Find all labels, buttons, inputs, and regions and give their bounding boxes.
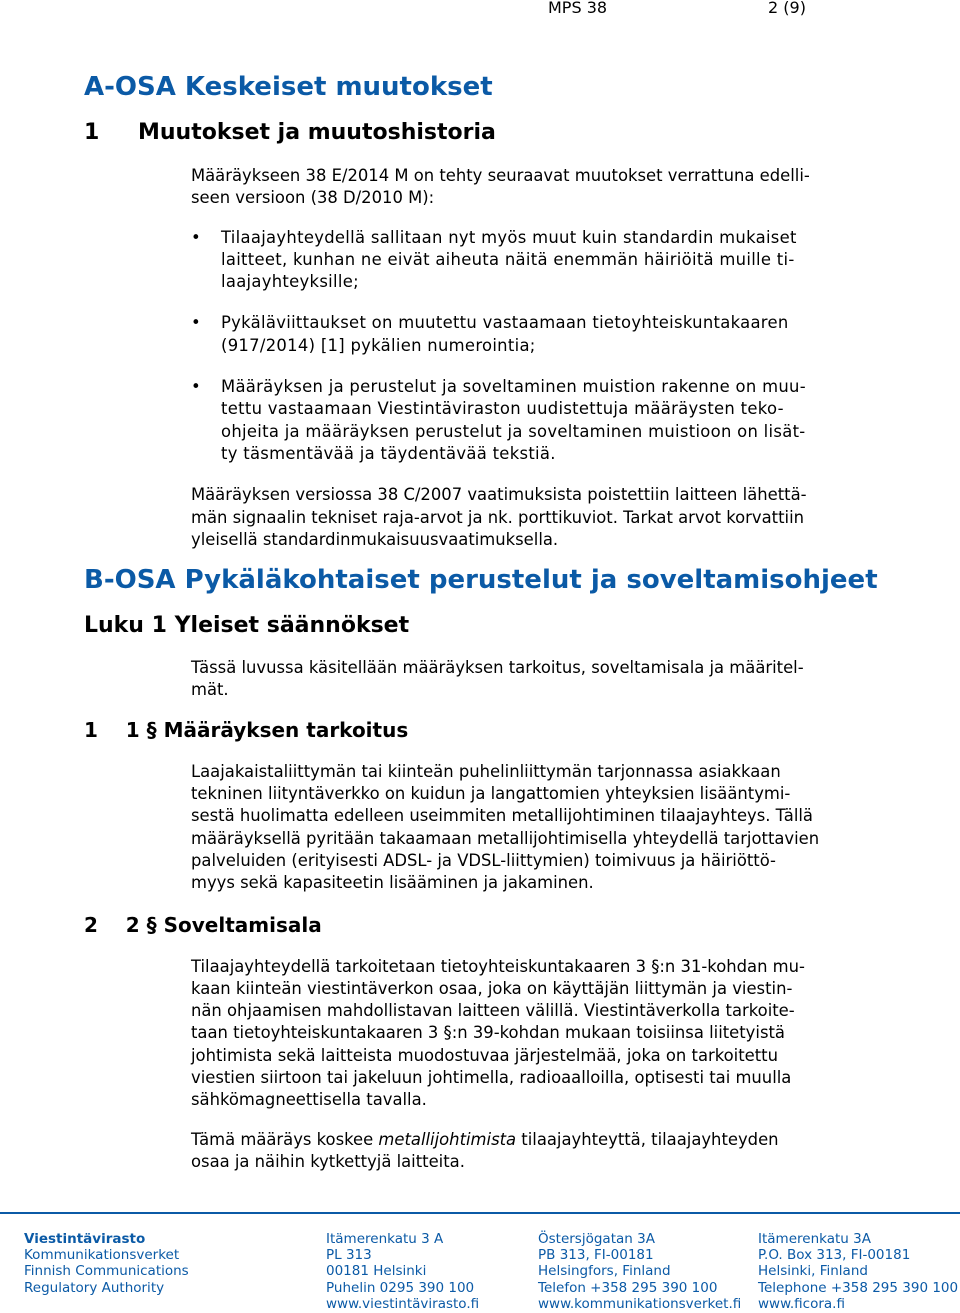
part-a-title: A-OSA Keskeiset muutokset — [84, 72, 493, 102]
text-line: män signaalin tekniset raja-arvot ja nk. porttikuviot. Tarkat arvot korvattiin — [191, 507, 805, 527]
footer-text: Telephone +358 295 390 100 — [758, 1279, 959, 1296]
footer-text: P.O. Box 313, FI-00181 — [758, 1247, 911, 1264]
footer-text: Helsinki, Finland — [758, 1263, 868, 1280]
text-line: yleisellä standardinmukaisuusvaatimuksella. — [191, 529, 559, 549]
text-line: nän ohjaamisen mahdollistavan laitteen välillä. Viestintäverkolla tarkoite- — [191, 1001, 795, 1021]
footer-text: Telefon +358 295 390 100 — [538, 1279, 718, 1296]
footer-col-english — [758, 1231, 958, 1312]
page-number: 2 (9) — [768, 0, 806, 17]
footer-text: 00181 Helsinki — [326, 1263, 427, 1280]
footer-link[interactable]: www.ficora.fi — [758, 1295, 845, 1312]
footer-text: Itämerenkatu 3 A — [326, 1231, 444, 1247]
text-segment: Tämä määräys koskee — [191, 1129, 379, 1149]
chapter-intro — [84, 657, 904, 702]
footer-text: Östersjögatan 3A — [538, 1231, 655, 1247]
purpose-text — [84, 761, 904, 895]
scope-applicability — [84, 1129, 904, 1174]
footer-text: Itämerenkatu 3A — [758, 1231, 871, 1247]
text-line: osaa ja näihin kytkettyjä laitteita. — [191, 1151, 465, 1171]
text-line: laitteet, kunhan ne eivät aiheuta näitä enemmän häiriöitä muille ti- — [221, 249, 795, 269]
list-item — [221, 227, 904, 294]
text-line: Laajakaistaliittymän tai kiinteän puhelinliittymän tarjonnassa asiakkaan — [191, 761, 781, 781]
document-id: MPS 38 — [548, 0, 608, 17]
section-1-heading — [84, 118, 904, 148]
footer-text: Regulatory Authority — [24, 1279, 165, 1296]
emphasis-term: metallijohtimista — [378, 1129, 517, 1149]
text-line: johtimista sekä laitteista muodostuvaa järjestelmää, joka on tarkoitettu — [191, 1045, 778, 1065]
footer-col-finnish — [326, 1231, 479, 1312]
text-line: myys sekä kapasiteetin lisääminen ja jakaminen. — [191, 873, 594, 893]
footer-link[interactable]: www.viestintävirasto.fi — [326, 1295, 480, 1312]
section-1-purpose-heading: 1 1 § Määräyksen tarkoitus — [84, 717, 409, 742]
text-line: • Pykäläviittaukset on muutettu vastaamaan tietoyhteiskuntakaaren — [221, 313, 789, 333]
list-item — [221, 376, 904, 465]
document-body — [84, 70, 904, 1173]
text-line: määräyksellä pyritään takaamaan metallijohtimisella yhteydellä tarjottavien — [191, 828, 820, 848]
section-2-scope-heading: 2 2 § Soveltamisala — [84, 912, 322, 937]
footer-col-authority — [24, 1231, 189, 1296]
section-1-number: 1 — [84, 120, 100, 145]
footer-text: Helsingfors, Finland — [538, 1263, 671, 1280]
text-line: (917/2014) [1] pykälien numerointia; — [221, 335, 536, 355]
text-line: sestä huolimatta edelleen useimmiten metallijohtiminen tilaajayhteys. Tällä — [191, 806, 813, 826]
text-line: palveluiden (erityisesti ADSL- ja VDSL-liittymien) toimivuus ja häiriöttö- — [191, 850, 776, 870]
text-line: taan tietoyhteiskuntakaaren 3 §:n 39-kohdan mukaan toisiinsa liitetyistä — [191, 1023, 785, 1043]
footer-col-swedish — [538, 1231, 741, 1312]
text-line: • Määräyksen ja perustelut ja soveltaminen muistion rakenne on muu- — [221, 377, 806, 397]
text-line: tettu vastaamaan Viestintäviraston uudistettuja määräysten teko- — [221, 399, 784, 419]
text-line: ty täsmentävää ja täydentävää tekstiä. — [221, 443, 556, 463]
section-1-title: Muutokset ja muutoshistoria — [138, 120, 496, 145]
page-header — [0, 0, 960, 20]
text-line: Tilaajayhteydellä tarkoitetaan tietoyhteiskuntakaaren 3 §:n 31-kohdan mu- — [191, 956, 805, 976]
text-line — [191, 1129, 904, 1151]
text-segment: tilaajayhteyttä, tilaajayhteyden — [516, 1129, 779, 1149]
text-line: Määräykseen 38 E/2014 M on tehty seuraavat muutokset verrattuna edelli- — [191, 166, 810, 185]
text-line: viestien siirtoon tai jakeluun johtimella, radioaalloilla, optisesti tai muulla — [191, 1068, 792, 1088]
footer-link[interactable]: www.kommunikationsverket.fi — [538, 1295, 742, 1312]
footer-text: Kommunikationsverket — [24, 1247, 180, 1264]
text-line: ohjeita ja määräyksen perustelut ja soveltaminen muistioon on lisät- — [221, 421, 806, 441]
text-line: mät. — [191, 680, 229, 700]
footer-text: PL 313 — [326, 1247, 372, 1264]
text-line: laajayhteyksille; — [221, 272, 359, 292]
authority-name: Viestintävirasto — [24, 1231, 146, 1247]
text-line: sähkömagneettisella tavalla. — [191, 1090, 427, 1110]
changes-intro — [84, 165, 904, 210]
footer-text: Finnish Communications — [24, 1263, 189, 1280]
scope-text — [84, 956, 904, 1112]
footer-text: PB 313, FI-00181 — [538, 1247, 654, 1264]
text-line: seen versioon (38 D/2010 M): — [191, 188, 435, 208]
text-line: Tässä luvussa käsitellään määräyksen tarkoitus, soveltamisala ja määritel- — [191, 658, 804, 678]
footer-text: Puhelin 0295 390 100 — [326, 1279, 475, 1296]
version-note — [84, 484, 904, 551]
text-line: Määräyksen versiossa 38 C/2007 vaatimuksista poistettiin laitteen lähettä- — [191, 485, 807, 505]
text-line: • Tilaajayhteydellä sallitaan nyt myös muut kuin standardin mukaiset — [221, 227, 797, 247]
text-line: tekninen liityntäverkko on kuidun ja langattomien yhteyksien lisääntymi- — [191, 784, 791, 804]
page-footer — [0, 1212, 960, 1313]
list-item — [221, 312, 904, 357]
changes-list — [84, 227, 904, 466]
text-line: kaan kiinteän viestintäverkon osaa, joka on käyttäjän liittymän ja viestin- — [191, 978, 793, 998]
part-b-title: B-OSA Pykäläkohtaiset perustelut ja soveltamisohjeet — [84, 565, 878, 596]
chapter-title: Luku 1 Yleiset säännökset — [84, 613, 410, 639]
